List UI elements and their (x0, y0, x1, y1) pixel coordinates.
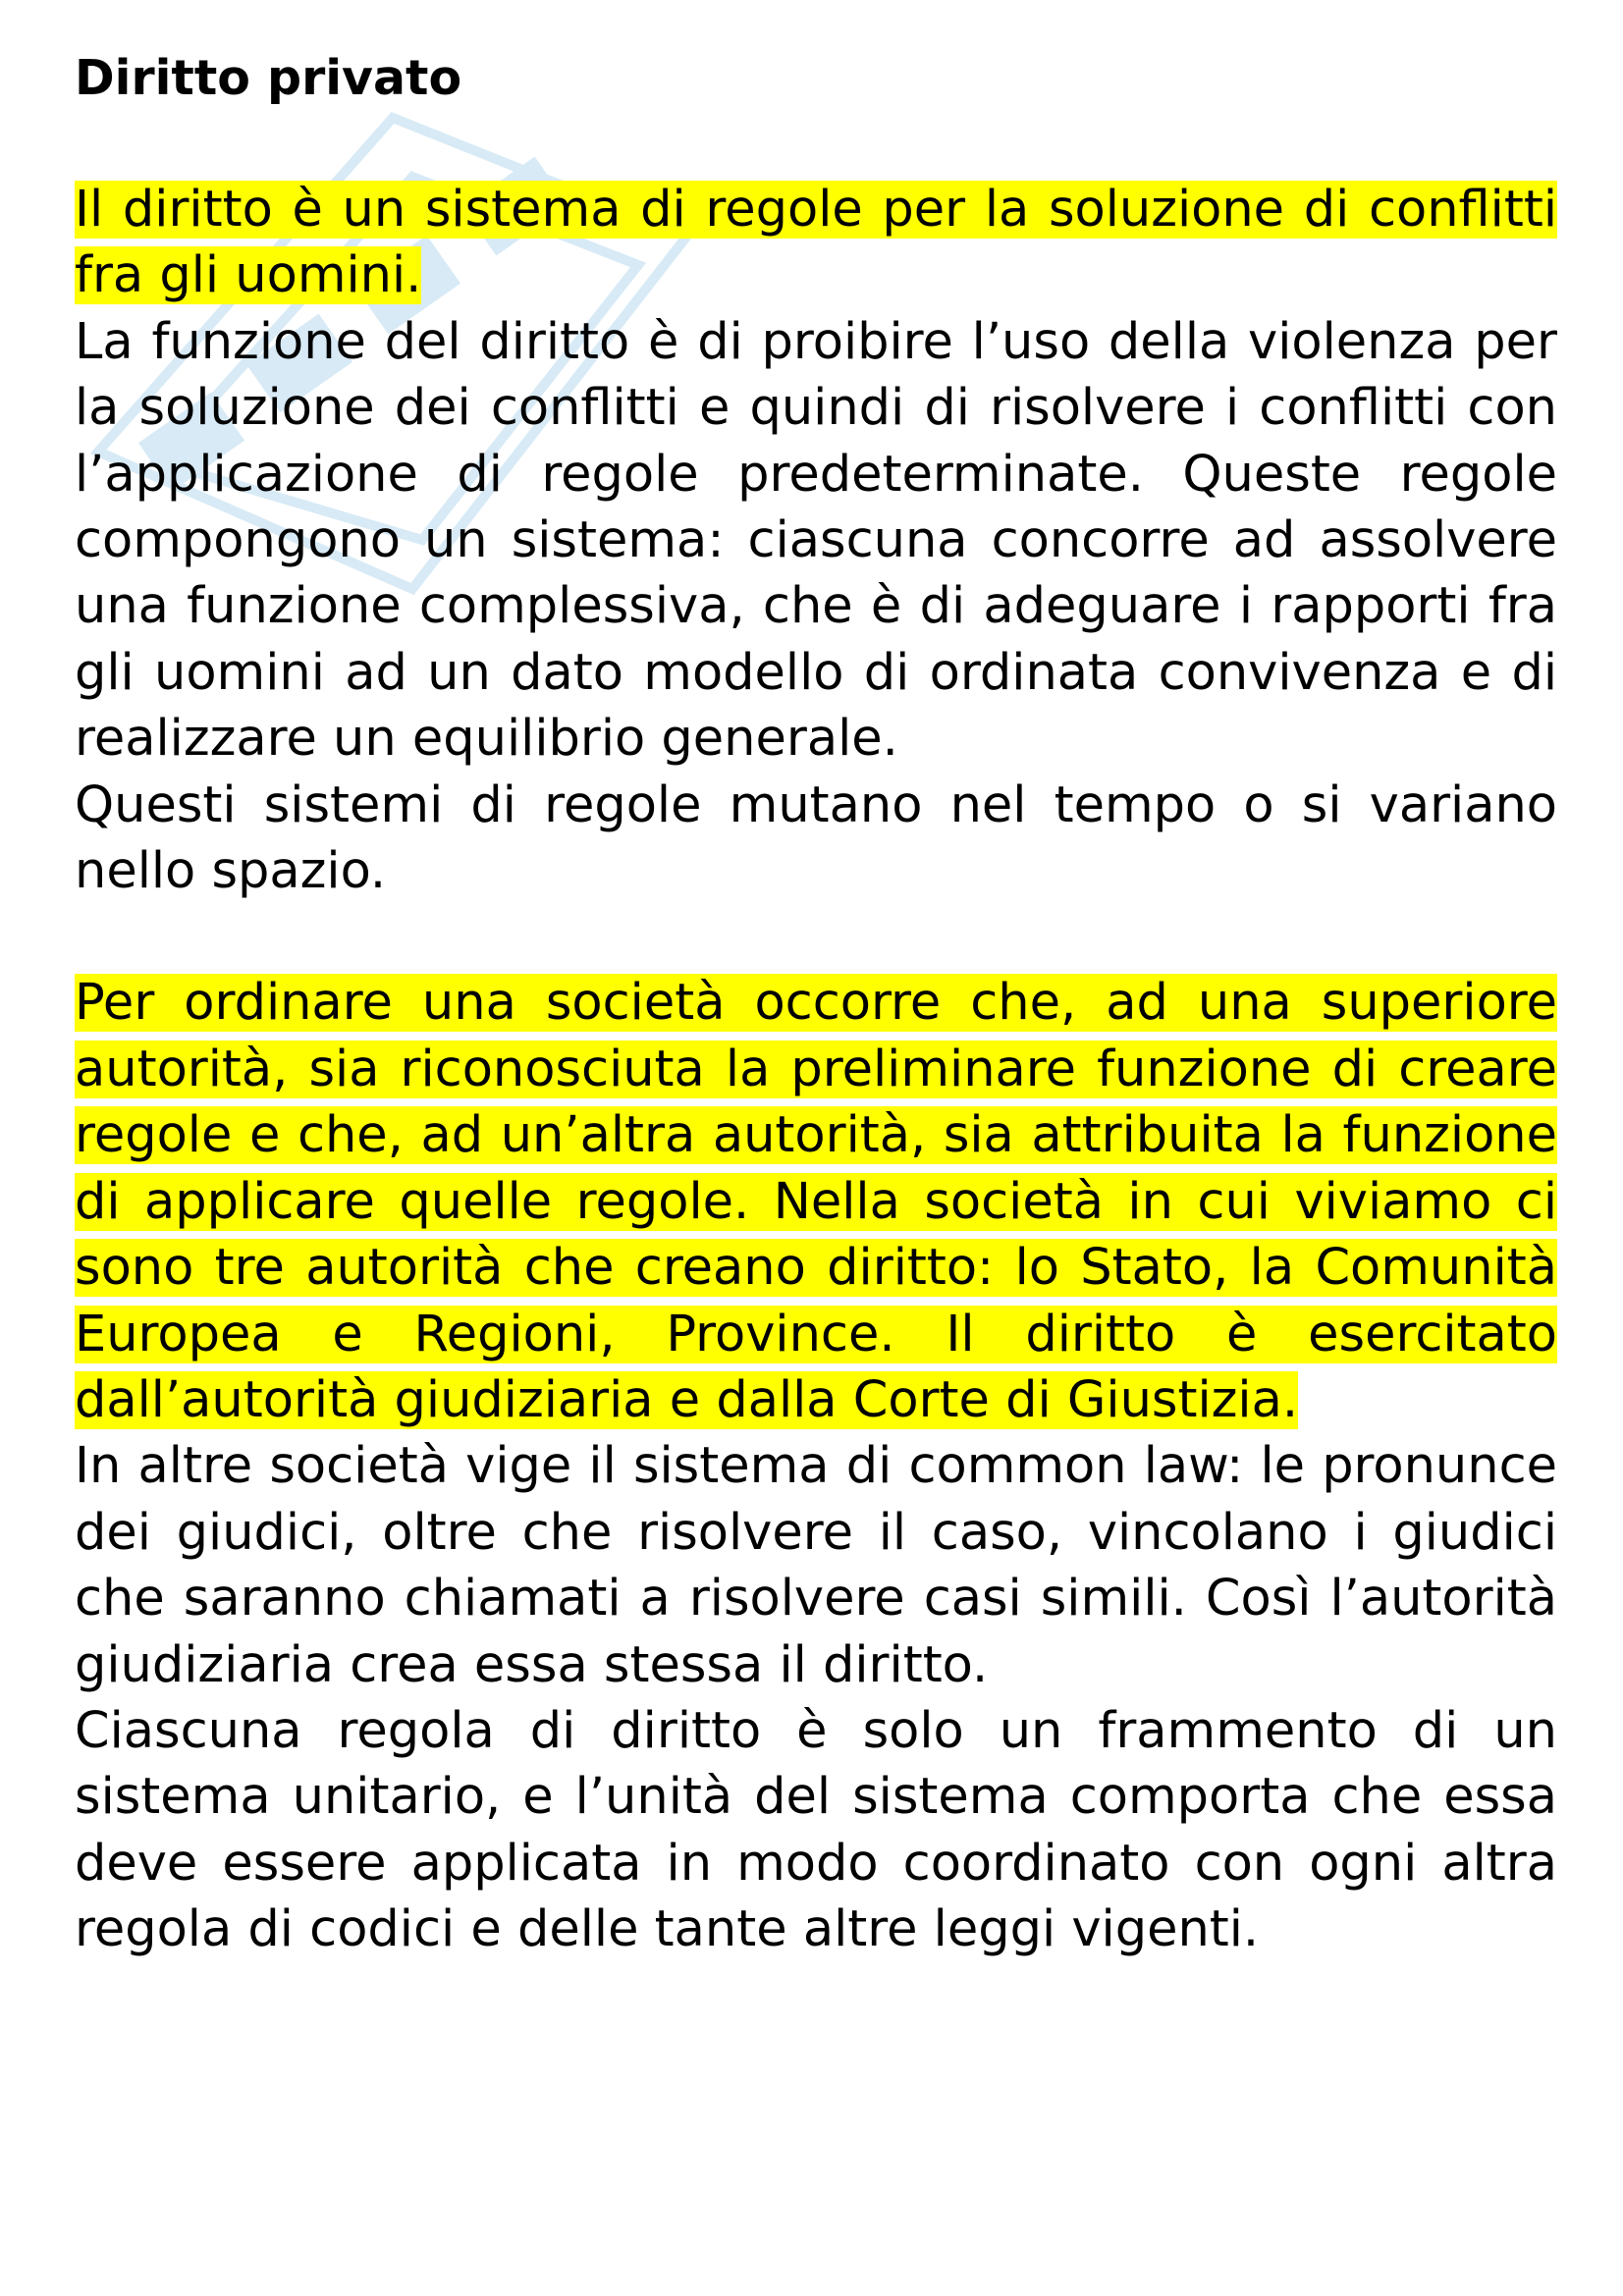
paragraph-6: Ciascuna regola di diritto è solo un frammento di un sistema unitario, e l’unità del sistema comporta che essa deve essere applicata in modo coordinato con ogni altra regola di codici e delle tante altre leggi vigenti. (75, 1701, 1557, 1959)
paragraph-spacer (75, 904, 1557, 970)
paragraph-1 (75, 177, 1557, 309)
paragraph-2: La funzione del diritto è di proibire l’uso della violenza per la soluzione dei conflitti e quindi di risolvere i conflitti con l’applicazione di regole predeterminate. Queste regole compongono un sistema: ciascuna concorre ad assolvere una funzione complessiva, che è di adeguare i rapporti fra gli uomini ad un dato modello di ordinata convivenza e di realizzare un equilibrio generale. (75, 312, 1557, 769)
document-title: Diritto privato (75, 50, 462, 106)
paragraph-4 (75, 970, 1557, 1433)
highlighted-text: Il diritto è un sistema di regole per la soluzione di conflitti fra gli uomini. (75, 181, 1557, 305)
highlighted-text: Per ordinare una società occorre che, ad una superiore autorità, sia riconosciuta la preliminare funzione di creare regole e che, ad un’altra autorità, sia attribuita la funzione di applicare quelle regole. Nella società in cui viviamo ci sono tre autorità che creano diritto: lo Stato, la Comunità Europea e Regioni, Province. Il diritto è esercitato dall’autorità giudiziaria e dalla Corte di Giustizia. (75, 974, 1557, 1429)
document-page (75, 49, 1557, 1963)
paragraph-3: Questi sistemi di regole mutano nel tempo o si variano nello spazio. (75, 775, 1557, 901)
paragraph-5: In altre società vige il sistema di common law: le pronunce dei giudici, oltre che risolvere il caso, vincolano i giudici che saranno chiamati a risolvere casi simili. Così l’autorità giudiziaria crea essa stessa il diritto. (75, 1437, 1557, 1694)
